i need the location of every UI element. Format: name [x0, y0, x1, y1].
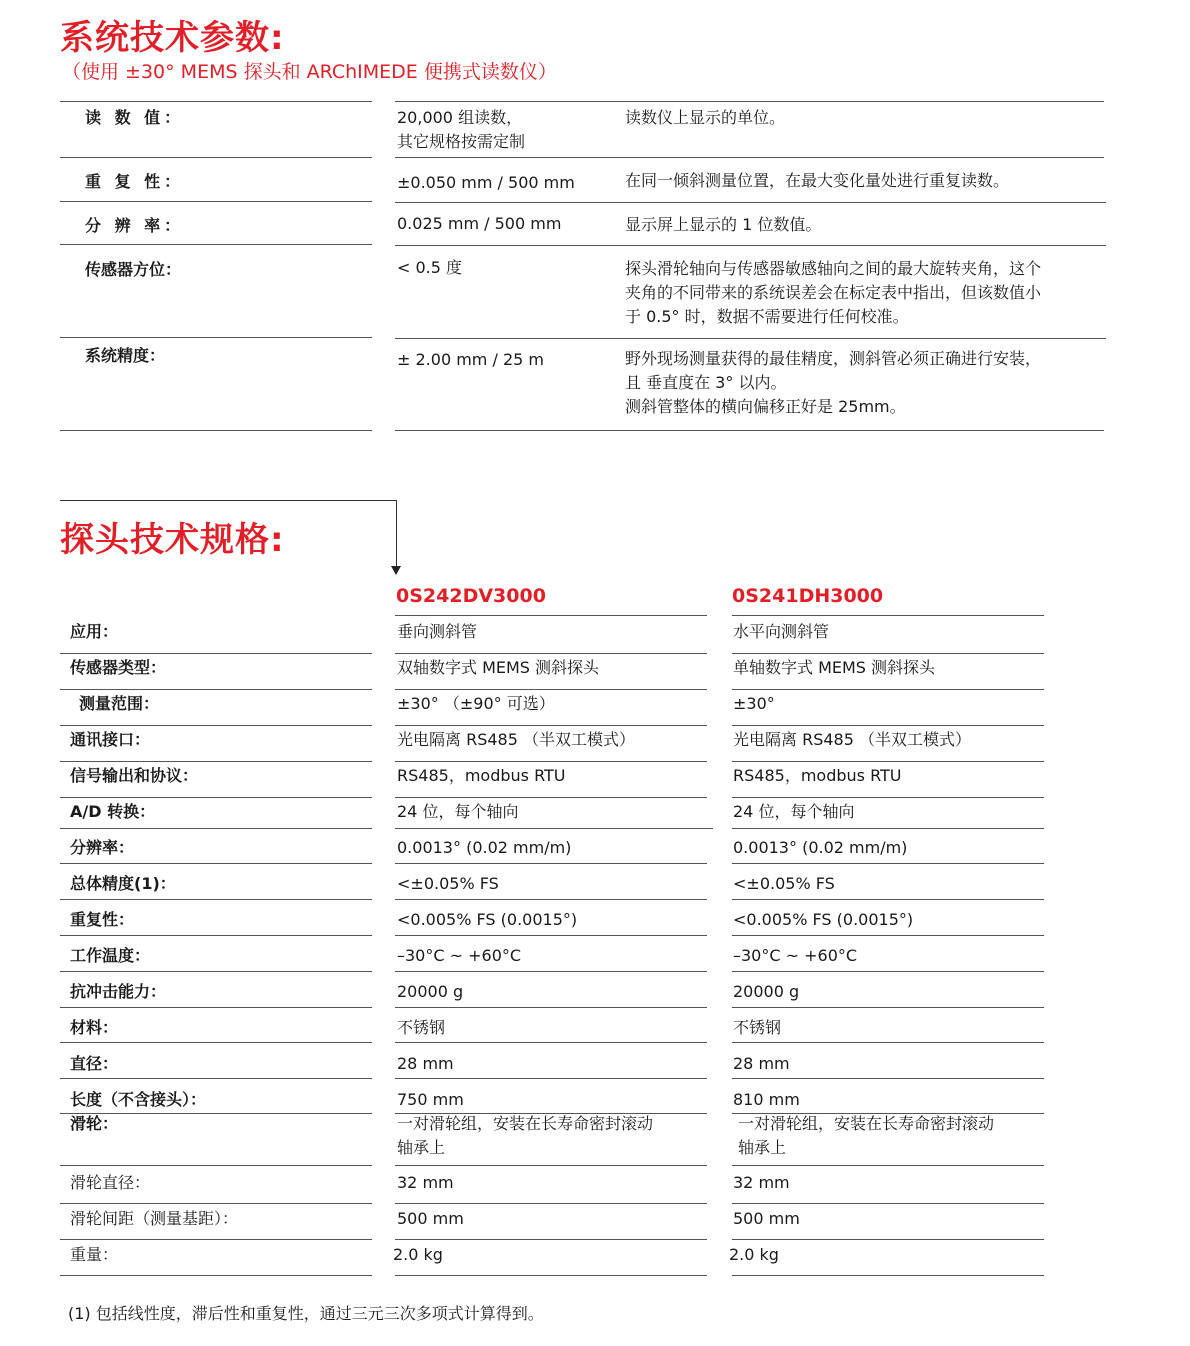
system-row-label: 读 数 值：	[85, 108, 185, 127]
divider	[395, 157, 1104, 158]
divider	[395, 1203, 707, 1204]
divider	[60, 1007, 372, 1008]
divider	[395, 338, 1106, 339]
divider	[732, 899, 1044, 900]
probe-row-value-2: 500 mm	[733, 1209, 800, 1228]
system-row-label: 重 复 性：	[85, 172, 185, 191]
probe-row-label: 重量：	[70, 1245, 119, 1264]
probe-row-value-2: 不锈钢	[733, 1018, 782, 1037]
divider	[60, 1042, 372, 1043]
probe-row-label: 滑轮：	[70, 1114, 119, 1133]
probe-row-value-2: ±30°	[733, 694, 775, 713]
model-header-2: 0S241DH3000	[732, 585, 884, 607]
divider	[395, 935, 707, 936]
divider	[60, 725, 372, 726]
divider	[732, 725, 1044, 726]
probe-row-label: 传感器类型：	[70, 658, 167, 677]
divider	[60, 935, 372, 936]
divider	[395, 430, 1104, 431]
probe-row-value-2: 水平向测斜管	[733, 622, 830, 641]
divider	[60, 1078, 372, 1079]
divider	[60, 101, 372, 102]
divider	[60, 761, 372, 762]
probe-row-label: 工作温度：	[70, 946, 151, 965]
probe-row-value-1: ±30° （±90° 可选）	[397, 694, 555, 713]
probe-row-label: 总体精度(1)：	[70, 874, 176, 893]
divider	[732, 935, 1044, 936]
probe-row-value-1: 0.0013° (0.02 mm/m)	[397, 838, 572, 857]
divider	[60, 157, 372, 158]
probe-row-value-2: 光电隔离 RS485 （半双工模式）	[733, 730, 971, 749]
divider	[60, 1165, 372, 1166]
probe-row-label: 材料：	[70, 1018, 119, 1037]
probe-row-value-2: <0.005% FS (0.0015°)	[733, 910, 914, 929]
divider	[732, 863, 1044, 864]
divider	[732, 1042, 1044, 1043]
divider	[60, 971, 372, 972]
divider	[732, 1239, 1044, 1240]
probe-row-value-1: 500 mm	[397, 1209, 464, 1228]
probe-row-label: 抗冲击能力：	[70, 982, 167, 1001]
divider	[60, 899, 372, 900]
divider	[732, 1203, 1044, 1204]
divider	[732, 689, 1044, 690]
divider	[395, 797, 707, 798]
probe-row-label: 应用：	[70, 622, 119, 641]
divider	[395, 202, 1106, 203]
divider	[60, 337, 372, 338]
system-row-value: 20,000 组读数， 其它规格按需定制	[397, 108, 526, 151]
probe-row-label: 滑轮间距（测量基距）：	[70, 1209, 239, 1228]
probe-row-value-2: 一对滑轮组，安装在长寿命密封滚动 轴承上	[738, 1114, 995, 1157]
probe-row-label: 直径：	[70, 1054, 119, 1073]
divider	[395, 1042, 707, 1043]
divider	[395, 1165, 707, 1166]
divider	[60, 797, 372, 798]
system-row-label: 分 辨 率：	[85, 216, 185, 235]
probe-row-value-1: 不锈钢	[397, 1018, 446, 1037]
probe-row-value-1: 20000 g	[397, 982, 464, 1001]
probe-row-label: 测量范围：	[79, 694, 160, 713]
probe-row-value-1: 垂向测斜管	[397, 622, 478, 641]
divider	[395, 725, 707, 726]
arrow-connector	[396, 500, 397, 566]
probe-row-value-1: 2.0 kg	[393, 1245, 443, 1264]
probe-row-value-2: 20000 g	[733, 982, 800, 1001]
divider	[732, 1275, 1044, 1276]
divider	[60, 430, 372, 431]
divider	[732, 761, 1044, 762]
probe-row-value-1: 光电隔离 RS485 （半双工模式）	[397, 730, 635, 749]
divider	[732, 828, 1044, 829]
divider	[732, 971, 1044, 972]
divider	[60, 1239, 372, 1240]
model-header-1: 0S242DV3000	[396, 585, 546, 607]
probe-row-value-2: 32 mm	[733, 1173, 790, 1192]
divider	[395, 101, 1104, 102]
divider	[395, 1078, 707, 1079]
divider	[60, 1203, 372, 1204]
divider	[732, 1078, 1044, 1079]
divider	[395, 828, 713, 829]
divider	[395, 653, 707, 654]
probe-row-value-2: 2.0 kg	[729, 1245, 779, 1264]
probe-row-value-2: –30°C ~ +60°C	[733, 946, 858, 965]
divider	[395, 689, 707, 690]
divider	[395, 1239, 707, 1240]
probe-row-value-1: RS485，modbus RTU	[397, 766, 566, 785]
divider	[60, 653, 372, 654]
divider	[395, 761, 707, 762]
probe-row-label: A/D 转换：	[70, 802, 156, 821]
probe-row-value-1: 32 mm	[397, 1173, 454, 1192]
probe-row-value-2: <±0.05% FS	[733, 874, 835, 893]
probe-row-value-1: <0.005% FS (0.0015°)	[397, 910, 578, 929]
probe-row-value-2: 28 mm	[733, 1054, 790, 1073]
system-row-note: 读数仪上显示的单位。	[625, 108, 786, 127]
divider	[60, 689, 372, 690]
divider	[395, 1275, 707, 1276]
probe-row-label: 滑轮直径：	[70, 1173, 151, 1192]
probe-row-value-2: 0.0013° (0.02 mm/m)	[733, 838, 908, 857]
divider	[60, 1275, 372, 1276]
arrow-connector	[60, 500, 397, 501]
divider	[60, 828, 372, 829]
system-row-value: < 0.5 度	[397, 258, 463, 277]
probe-spec-title: 探头技术规格:	[60, 520, 285, 560]
probe-row-label: 信号输出和协议：	[70, 766, 199, 785]
divider	[732, 1165, 1044, 1166]
probe-row-value-1: 双轴数字式 MEMS 测斜探头	[397, 658, 600, 677]
probe-row-value-1: 一对滑轮组，安装在长寿命密封滚动 轴承上	[397, 1114, 654, 1157]
probe-row-label: 长度（不含接头）：	[70, 1090, 207, 1109]
divider	[395, 863, 707, 864]
divider	[60, 201, 372, 202]
divider	[732, 797, 1044, 798]
system-spec-title: 系统技术参数:	[60, 18, 285, 58]
system-row-value: 0.025 mm / 500 mm	[397, 214, 562, 233]
probe-row-label: 通讯接口：	[70, 730, 151, 749]
probe-row-value-2: 810 mm	[733, 1090, 800, 1109]
probe-row-value-2: 单轴数字式 MEMS 测斜探头	[733, 658, 936, 677]
system-row-note: 显示屏上显示的 1 位数值。	[625, 215, 822, 234]
probe-row-value-1: 24 位，每个轴向	[397, 802, 519, 821]
system-row-value: ±0.050 mm / 500 mm	[397, 173, 575, 192]
system-row-note: 探头滑轮轴向与传感器敏感轴向之间的最大旋转夹角，这个 夹角的不同带来的系统误差会在标定表中指出，但该数值小 于 0.5° 时，数据不需要进行任何校准。	[625, 259, 1042, 326]
divider	[395, 245, 1106, 246]
system-row-note: 在同一倾斜测量位置，在最大变化量处进行重复读数。	[625, 171, 1010, 190]
probe-row-value-2: 24 位，每个轴向	[733, 802, 855, 821]
system-row-value: ± 2.00 mm / 25 m	[397, 350, 544, 369]
arrow-down-icon	[391, 566, 401, 575]
probe-row-label: 重复性：	[70, 910, 135, 929]
divider	[732, 1007, 1044, 1008]
divider	[60, 863, 372, 864]
system-row-note: 野外现场测量获得的最佳精度，测斜管必须正确进行安装， 且 垂直度在 3° 以内。 测斜管整体的横向偏移正好是 25mm。	[625, 349, 1042, 416]
system-row-label: 传感器方位：	[85, 260, 182, 279]
divider	[732, 653, 1044, 654]
divider	[395, 899, 707, 900]
divider	[395, 615, 707, 616]
system-spec-subtitle: （使用 ±30° MEMS 探头和 ARChIMEDE 便携式读数仪）	[62, 61, 557, 83]
system-row-label: 系统精度：	[85, 346, 166, 365]
probe-row-value-2: RS485，modbus RTU	[733, 766, 902, 785]
probe-row-value-1: 28 mm	[397, 1054, 454, 1073]
divider	[60, 244, 372, 245]
divider	[732, 615, 1044, 616]
probe-row-value-1: <±0.05% FS	[397, 874, 499, 893]
divider	[395, 971, 707, 972]
probe-row-value-1: –30°C ~ +60°C	[397, 946, 522, 965]
divider	[395, 1007, 707, 1008]
probe-row-value-1: 750 mm	[397, 1090, 464, 1109]
probe-row-label: 分辨率：	[70, 838, 135, 857]
footnote: (1) 包括线性度，滞后性和重复性，通过三元三次多项式计算得到。	[68, 1304, 544, 1323]
